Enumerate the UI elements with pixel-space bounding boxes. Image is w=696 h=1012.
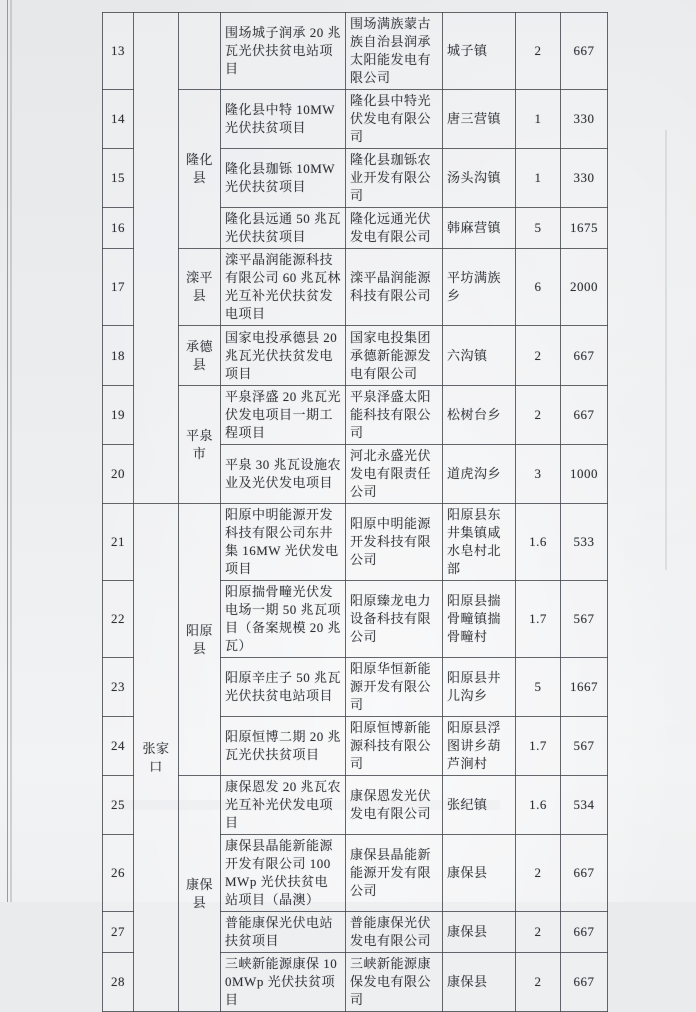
cell-county: 康保县 [179, 776, 221, 1012]
cell-row-number: 28 [103, 953, 134, 1012]
cell-households-value: 330 [561, 90, 608, 149]
cell-county [179, 13, 221, 90]
cell-township: 松树台乡 [443, 386, 516, 445]
cell-capacity-value: 1.7 [516, 581, 561, 658]
cell-households-value: 1667 [561, 658, 608, 717]
cell-households-value: 1000 [561, 445, 608, 504]
cell-project-name: 国家电投承德县 20 兆瓦光伏扶贫发电项目 [221, 326, 346, 386]
cell-township: 阳原县井儿沟乡 [443, 658, 516, 717]
cell-township: 阳原县浮图讲乡葫芦涧村 [443, 717, 516, 776]
cell-company-name: 阳原恒博新能源科技有限公司 [346, 717, 443, 776]
table-body [103, 13, 608, 1012]
cell-row-number: 26 [103, 835, 134, 912]
cell-company-name: 康保县晶能新能源开发有限公司 [346, 835, 443, 912]
cell-township: 唐三营镇 [443, 90, 516, 149]
cell-capacity-value: 2 [516, 912, 561, 953]
cell-township: 康保县 [443, 835, 516, 912]
cell-county: 滦平县 [179, 249, 221, 326]
cell-capacity-value: 2 [516, 386, 561, 445]
cell-row-number: 19 [103, 386, 134, 445]
cell-row-number: 23 [103, 658, 134, 717]
table-row [103, 386, 608, 445]
cell-project-name: 三峡新能源康保 100MWp 光伏扶贫项目 [221, 953, 346, 1012]
cell-households-value: 667 [561, 326, 608, 386]
table-row [103, 504, 608, 581]
cell-households-value: 667 [561, 912, 608, 953]
cell-company-name: 平泉泽盛太阳能科技有限公司 [346, 386, 443, 445]
table-row [103, 249, 608, 326]
cell-households-value: 330 [561, 149, 608, 208]
cell-row-number: 25 [103, 776, 134, 835]
cell-township: 道虎沟乡 [443, 445, 516, 504]
cell-households-value: 667 [561, 835, 608, 912]
cell-row-number: 15 [103, 149, 134, 208]
cell-company-name: 滦平晶润能源科技有限公司 [346, 249, 443, 326]
cell-township: 汤头沟镇 [443, 149, 516, 208]
page-left-edge-line [7, 0, 8, 902]
cell-city [134, 13, 179, 504]
cell-row-number: 20 [103, 445, 134, 504]
cell-households-value: 534 [561, 776, 608, 835]
cell-county: 平泉市 [179, 386, 221, 504]
cell-households-value: 667 [561, 953, 608, 1012]
cell-township: 城子镇 [443, 13, 516, 90]
cell-project-name: 阳原辛庄子 50 兆瓦光伏扶贫电站项目 [221, 658, 346, 717]
cell-company-name: 阳原臻龙电力设备科技有限公司 [346, 581, 443, 658]
cell-households-value: 667 [561, 386, 608, 445]
cell-row-number: 13 [103, 13, 134, 90]
cell-capacity-value: 3 [516, 445, 561, 504]
cell-households-value: 1675 [561, 208, 608, 249]
cell-capacity-value: 1.6 [516, 504, 561, 581]
pv-poverty-alleviation-project-table [102, 12, 608, 1012]
cell-capacity-value: 6 [516, 249, 561, 326]
cell-project-name: 隆化县远通 50 兆瓦光伏扶贫项目 [221, 208, 346, 249]
cell-county: 隆化县 [179, 90, 221, 249]
cell-township: 平坊满族乡 [443, 249, 516, 326]
cell-capacity-value: 5 [516, 658, 561, 717]
cell-row-number: 24 [103, 717, 134, 776]
cell-capacity-value: 1.7 [516, 717, 561, 776]
cell-households-value: 567 [561, 717, 608, 776]
cell-capacity-value: 2 [516, 13, 561, 90]
table-row [103, 13, 608, 90]
cell-project-name: 平泉 30 兆瓦设施农业及光伏发电项目 [221, 445, 346, 504]
table-row [103, 90, 608, 149]
cell-project-name: 围场城子润承 20 兆瓦光伏扶贫电站项目 [221, 13, 346, 90]
cell-capacity-value: 1.6 [516, 776, 561, 835]
cell-company-name: 阳原中明能源开发科技有限公司 [346, 504, 443, 581]
cell-township: 六沟镇 [443, 326, 516, 386]
cell-company-name: 阳原华恒新能源开发有限公司 [346, 658, 443, 717]
cell-project-name: 滦平晶润能源科技有限公司 60 兆瓦林光互补光伏扶贫发电项目 [221, 249, 346, 326]
cell-company-name: 三峡新能源康保发电有限公司 [346, 953, 443, 1012]
cell-project-name: 阳原揣骨疃光伏发电场一期 50 兆瓦项目（备案规模 20 兆瓦） [221, 581, 346, 658]
cell-company-name: 康保恩发光伏发电有限公司 [346, 776, 443, 835]
cell-project-name: 普能康保光伏电站扶贫项目 [221, 912, 346, 953]
cell-company-name: 隆化县中特光伏发电有限公司 [346, 90, 443, 149]
cell-households-value: 2000 [561, 249, 608, 326]
table-row [103, 326, 608, 386]
cell-row-number: 18 [103, 326, 134, 386]
cell-project-name: 康保恩发 20 兆瓦农光互补光伏发电项目 [221, 776, 346, 835]
cell-capacity-value: 2 [516, 953, 561, 1012]
cell-households-value: 533 [561, 504, 608, 581]
cell-project-name: 阳原恒博二期 20 兆瓦光伏扶贫项目 [221, 717, 346, 776]
cell-row-number: 16 [103, 208, 134, 249]
page-right-edge-streak [665, 130, 667, 570]
cell-row-number: 17 [103, 249, 134, 326]
cell-company-name: 隆化远通光伏发电有限公司 [346, 208, 443, 249]
page-left-edge-shadow [10, 0, 12, 902]
cell-township: 康保县 [443, 912, 516, 953]
cell-row-number: 14 [103, 90, 134, 149]
cell-capacity-value: 1 [516, 90, 561, 149]
cell-company-name: 河北永盛光伏发电有限责任公司 [346, 445, 443, 504]
cell-township: 阳原县东井集镇咸水皂村北部 [443, 504, 516, 581]
cell-row-number: 22 [103, 581, 134, 658]
cell-township: 阳原县揣骨疃镇揣骨疃村 [443, 581, 516, 658]
cell-company-name: 围场满族蒙古族自治县润承太阳能发电有限公司 [346, 13, 443, 90]
cell-project-name: 康保县晶能新能源开发有限公司 100MWp 光伏扶贫电站项目（晶澳） [221, 835, 346, 912]
cell-capacity-value: 1 [516, 149, 561, 208]
table-row [103, 776, 608, 835]
cell-township: 张纪镇 [443, 776, 516, 835]
cell-row-number: 27 [103, 912, 134, 953]
cell-households-value: 567 [561, 581, 608, 658]
cell-row-number: 21 [103, 504, 134, 581]
cell-county: 阳原县 [179, 504, 221, 776]
cell-project-name: 隆化县中特 10MW 光伏扶贫项目 [221, 90, 346, 149]
cell-capacity-value: 2 [516, 835, 561, 912]
cell-county: 承德县 [179, 326, 221, 386]
cell-township: 康保县 [443, 953, 516, 1012]
cell-company-name: 隆化县珈铄农业开发有限公司 [346, 149, 443, 208]
cell-project-name: 阳原中明能源开发科技有限公司东井集 16MW 光伏发电项目 [221, 504, 346, 581]
cell-company-name: 普能康保光伏发电有限公司 [346, 912, 443, 953]
cell-capacity-value: 5 [516, 208, 561, 249]
cell-city: 张家口 [134, 504, 179, 1012]
cell-township: 韩麻营镇 [443, 208, 516, 249]
cell-project-name: 平泉泽盛 20 兆瓦光伏发电项目一期工程项目 [221, 386, 346, 445]
cell-capacity-value: 2 [516, 326, 561, 386]
cell-households-value: 667 [561, 13, 608, 90]
cell-project-name: 隆化县珈铄 10MW 光伏扶贫项目 [221, 149, 346, 208]
cell-company-name: 国家电投集团承德新能源发电有限公司 [346, 326, 443, 386]
